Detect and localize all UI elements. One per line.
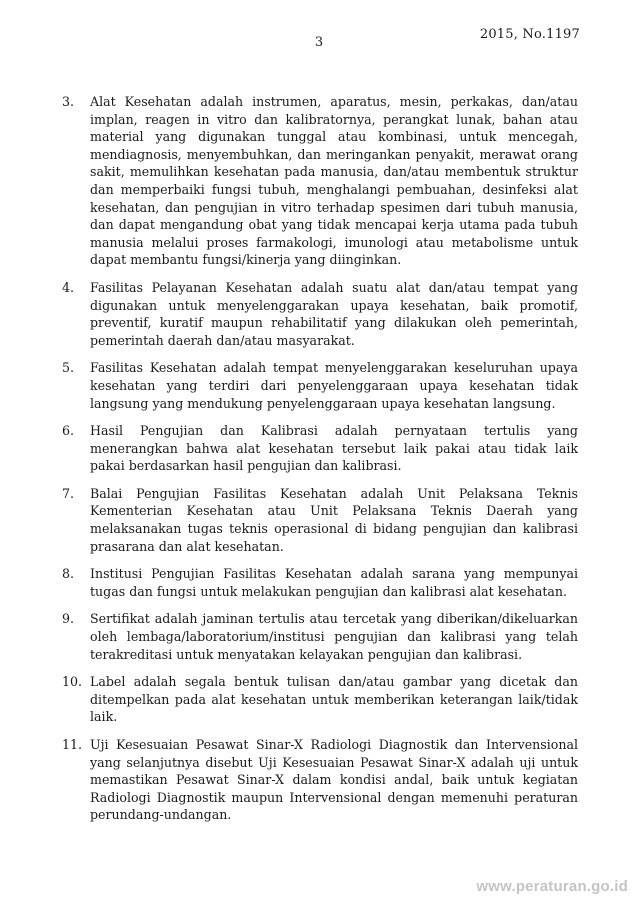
- list-item: [62, 610, 578, 663]
- list-item: [62, 485, 578, 555]
- item-text: Uji Kesesuaian Pesawat Sinar-X Radiologi Diagnostik dan Intervensional yang selanjutnya disebut Uji Kesesuaian Pesawat Sinar-X adalah uji untuk memastikan Pesawat Sinar-X dalam kondisi andal, baik untuk kegiatan Radiologi Diagnostik maupun Intervensional dengan memenuhi peraturan perundang-undangan.: [90, 737, 578, 823]
- item-number: 4.: [62, 279, 75, 295]
- definition-list: [62, 93, 578, 834]
- item-number: 11.: [62, 737, 83, 752]
- page-number: 3: [314, 35, 324, 50]
- item-text: Institusi Pengujian Fasilitas Kesehatan adalah sarana yang mempunyai tugas dan fungsi untuk melakukan pengujian dan kalibrasi alat kesehatan.: [90, 566, 578, 599]
- item-text: Hasil Pengujian dan Kalibrasi adalah pernyataan tertulis yang menerangkan bahwa alat kesehatan tersebut laik pakai atau tidak laik pakai berdasarkan hasil pengujian dan kalibrasi.: [90, 423, 578, 474]
- item-text: Balai Pengujian Fasilitas Kesehatan adalah Unit Pelaksana Teknis Kementerian Kesehatan atau Unit Pelaksana Teknis Daerah yang melaksanakan tugas teknis operasional di bidang pengujian dan kalibrasi prasarana dan alat kesehatan.: [90, 485, 578, 554]
- source-watermark: www.peraturan.go.id: [476, 878, 628, 895]
- item-number: 8.: [62, 566, 75, 582]
- item-number: 9.: [62, 611, 75, 627]
- item-number: 3.: [62, 94, 75, 109]
- item-number: 5.: [62, 360, 75, 376]
- item-number: 6.: [62, 423, 75, 439]
- item-text: Sertifikat adalah jaminan tertulis atau tercetak yang diberikan/dikeluarkan oleh lembaga/laboratorium/institusi pengujian dan kalibrasi yang telah terakreditasi untuk menyatakan kelayakan pengujian dan kalibrasi.: [90, 611, 578, 662]
- document-reference: 2015, No.1197: [479, 27, 580, 42]
- list-item: [62, 359, 578, 412]
- list-item: [62, 93, 578, 269]
- item-number: 7.: [62, 485, 75, 501]
- list-item: [62, 673, 578, 726]
- item-text: Label adalah segala bentuk tulisan dan/atau gambar yang dicetak dan ditempelkan pada alat kesehatan untuk memberikan keterangan laik/tidak laik.: [90, 674, 578, 725]
- item-text: Fasilitas Kesehatan adalah tempat menyelenggarakan keseluruhan upaya kesehatan yang terdiri dari penyelenggaraan upaya kesehatan tidak langsung yang mendukung penyelenggaraan upaya kesehatan langsung.: [90, 360, 578, 411]
- item-number: 10.: [62, 674, 83, 690]
- item-text: Alat Kesehatan adalah instrumen, aparatus, mesin, perkakas, dan/atau implan, reagen in vitro dan kalibratornya, perangkat lunak, bahan atau material yang digunakan tunggal atau kombinasi, untuk mencegah, mendiagnosis, menyembuhkan, dan meringankan penyakit, merawat orang sakit, memulihkan kesehatan pada manusia, dan/atau membentuk struktur dan memperbaiki fungsi tubuh, menghalangi pembuahan, desinfeksi alat kesehatan, dan pengujian in vitro terhadap spesimen dari tubuh manusia, dan dapat mengandung obat yang tidak mencapai kerja utama pada tubuh manusia melalui proses farmakologi, imunologi atau metabolisme untuk dapat membantu fungsi/kinerja yang diinginkan.: [90, 94, 578, 268]
- list-item: [62, 279, 578, 349]
- list-item: [62, 565, 578, 600]
- list-item: [62, 736, 578, 824]
- item-text: Fasilitas Pelayanan Kesehatan adalah suatu alat dan/atau tempat yang digunakan untuk menyelenggarakan upaya kesehatan, baik promotif, preventif, kuratif maupun rehabilitatif yang dilakukan oleh pemerintah, pemerintah daerah dan/atau masyarakat.: [90, 279, 578, 348]
- list-item: [62, 422, 578, 475]
